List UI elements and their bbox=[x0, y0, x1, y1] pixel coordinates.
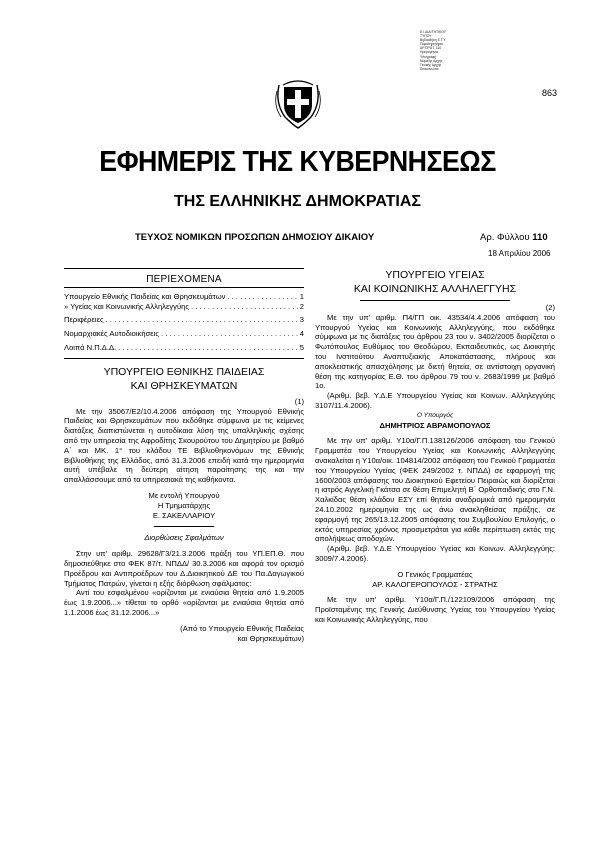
signature-block bbox=[64, 491, 304, 520]
signature-block bbox=[315, 570, 555, 590]
correction-paragraph: Αντί του εσφαλμένου «ορίζονται με ενιαύσια θητεία από 1.9.2005 έως 1.9.2006...» τίθεται το ορθό «ορίζονται με ενιαύσια θητεία από 1.1.2006 έως 31.12.2006...» bbox=[64, 588, 304, 617]
toc-heading: ΠΕΡΙΕΧΟΜΕΝΑ bbox=[146, 274, 222, 285]
correction-paragraph: Στην υπ' αριθμ. 29628/Γ3/21.3.2006 πράξη του ΥΠ.ΕΠ.Θ. που δημοσιεύθηκε στο ΦΕΚ 87/τ. ΝΠΔΔ/ 30.3.2006 και αφορά τον ορισμό Προέδρου και Αντιπροέδρων του Δ.Διοικητικού ΔΕ του Πα.Δαγωγικού Τμήματος Πατρών, γίνεται η εξής διόρθωση σφάλματος: bbox=[64, 549, 304, 588]
divider bbox=[64, 268, 304, 269]
toc-page: 5 bbox=[299, 342, 304, 352]
toc-item[interactable] bbox=[64, 329, 304, 339]
ministry-line: ΥΠΟΥΡΓΕΙΟ ΥΓΕΙΑΣ bbox=[385, 269, 485, 281]
signature-label: Ο Υπουργός bbox=[416, 411, 454, 419]
stamp-line: Βιβλιοθήκη Ε.Τ.Υ bbox=[420, 38, 446, 43]
signature-line: Με εντολή Υπουργού bbox=[148, 490, 220, 500]
source-line: (Από το Υπουργείο Εθνικής Παιδείας bbox=[180, 623, 304, 633]
greek-coat-of-arms-emblem bbox=[273, 71, 323, 131]
decision-paragraph: Με την υπ' αριθμ. Υ10α/Γ.Π./122109/2006 απόφαση της Προϊσταμένης της Γενικής Διεύθυνσης Υγείας του Υπουργείου Υγείας και Κοινωνικής Αλληλεγγύης, που bbox=[315, 595, 555, 624]
toc-item[interactable] bbox=[64, 315, 304, 325]
stamp-line: Ημερομηνία bbox=[420, 50, 438, 55]
toc-item[interactable] bbox=[64, 292, 304, 302]
decision-paragraph: Με την υπ' αριθμ. Π4/ΓΠ οικ. 43534/4.4.2006 απόφαση του Υπουργού Υγείας και Κοινωνικής Αλληλεγγύης, που εκδόθηκε σύμφωνα με τις διατάξεις του άρθρου 23 του ν. 3402/2005 διορίζεται ο Φωτόπουλος Ευθύμιος του Θεοδώρου, Εκπαιδευτικός, ως Διοικητής του Ινστιτούτου Αναπτυξιακής Αποκατάστασης, πλήρους και αποκλειστικής απασχόλησης με διετή θητεία, σε αντίστοιχη οργανική θέση της κατηγορίας Ε.Θ. του άρθρου 79 του ν. 2683/1999 με βαθμό 1ο. bbox=[315, 312, 555, 391]
ministry-line: ΚΑΙ ΘΡΗΣΚΕΥΜΑΤΩΝ bbox=[130, 379, 238, 392]
toc-page: 2 bbox=[299, 301, 304, 311]
stamp-line: Γενικής Αρχής bbox=[420, 62, 442, 67]
stamp-line: Ε.Ι.ΔΙΑΙΤΗΤΙΚΟΥ bbox=[420, 30, 446, 34]
issue-series: ΤΕΥΧΟΣ ΝΟΜΙΚΩΝ ΠΡΟΣΩΠΩΝ ΔΗΜΟΣΙΟΥ ΔΙΚΑΙΟΥ bbox=[135, 232, 375, 243]
library-stamp bbox=[420, 30, 482, 71]
signature-line: Η Τμηματάρχης bbox=[157, 500, 211, 510]
item-number: (2) bbox=[545, 303, 555, 312]
gazette-subtitle: ΤΗΣ ΕΛΛΗΝΙΚΗΣ ΔΗΜΟΚΡΑΤΙΑΣ bbox=[174, 193, 421, 210]
sheet-value: 110 bbox=[532, 232, 548, 243]
stamp-line: Παρατηρητήριο bbox=[420, 42, 444, 47]
toc-item[interactable] bbox=[64, 302, 304, 312]
stamp-line: Υπογραφή bbox=[420, 54, 437, 59]
toc-page: 3 bbox=[299, 315, 304, 325]
gazette-title: ΕΦΗΜΕΡΙΣ ΤΗΣ ΚΥΒΕΡΝΗΣΕΩΣ bbox=[99, 146, 496, 178]
verification-note: (Αριθμ. βεβ. Υ.Δ.Ε Υπουργείου Υγείας και Κοινων. Αλληλεγγύης 3107/11.4.2006). bbox=[315, 391, 555, 410]
right-column bbox=[315, 268, 555, 625]
sheet-number bbox=[480, 232, 548, 243]
divider bbox=[64, 287, 304, 288]
stamp-line: ΤΥΠΟΥ bbox=[420, 34, 432, 39]
toc-label: Νομαρχιακές Αυτοδιοικήσεις bbox=[64, 329, 159, 339]
verification-note: (Αριθμ. βεβ. Υ.Δ.Ε Υπουργείου Υγείας και Κοινων. Αλληλεγγύης: 3009/7.4.2006). bbox=[315, 544, 555, 563]
signature-name: ΔΗΜΗΤΡΙΟΣ ΑΒΡΑΜΟΠΟΥΛΟΣ bbox=[379, 420, 491, 430]
source-note bbox=[64, 624, 304, 644]
page-number: 863 bbox=[542, 88, 558, 98]
sheet-label: Αρ. Φύλλου bbox=[480, 232, 530, 243]
toc-item[interactable] bbox=[64, 343, 304, 353]
stamp-line: Επικοινωνία bbox=[420, 66, 439, 71]
decision-paragraph: Με την 35067/Ε2/10.4.2006 απόφαση της Υπουργού Εθνικής Παιδείας και Θρησκευμάτων που εκδόθηκε σύμφωνα με τις κείμενες διατάξεις διαπιστώνεται η αυτοδίκαια λύση της υπαλληλικής σχέσης από την υπηρεσία της Αφροδίτης Σκουρούτου του Δημητρίου με βαθμό Α΄ και ΜΚ. 1° του κλάδου ΤΕ Βιβλιοθηκονόμων της Εθνικής Βιβλιοθήκης της Ελλάδος, από 31.3.2006 επειδή κατά την ημερομηνία αυτή υπέβαλε τη δεύτερη αίτηση παραίτησης της και την απαλλάσσουμε από τα υπηρεσιακά της καθήκοντα. bbox=[64, 406, 304, 485]
ministry-heading bbox=[64, 365, 304, 393]
decision-paragraph: Με την υπ' αριθμ. Υ10α/Γ.Π.138126/2006 απόφαση του Γενικού Γραμματέα του Υπουργείου Υγείας και Κοινωνικής Αλληλεγγύης ανακαλείται η Υ10α/οικ. 104814/2002 απόφαση του Γενικού Γραμματέα του Υπουργείου Υγείας (ΦΕΚ 249/2002 τ. ΝΠΔΔ) σε εφαρμογή της 1600/2003 απόφασης του Διοικητικού Εφετείου Πειραιώς και διορίζεται η ιατρός Αγγελική Γκάτσα σε θέση Επιμελητή Β΄ Ορθοπαιδικής στο Γ.Ν. Χαλκίδας θέση κλάδου ΕΣΥ επί θητεία αναδρομικά από ημερομηνία 24.10.2002 ημερομηνία της ως άνω ανακληθείσας πράξης, σε εφαρμογή της 265/13.12.2005 απόφασης του Συμβουλίου Επιλογής, ο εκτός υπηρεσίας χρόνος προσμετράται για κάθε περίπτωση εκτός της απολήψεως αποδοχών. bbox=[315, 436, 555, 544]
toc-page: 1 bbox=[299, 291, 304, 301]
issue-date: 18 Απριλίου 2006 bbox=[488, 249, 551, 258]
toc-label: Περιφέρειες bbox=[64, 315, 104, 325]
toc-label: Υπουργείο Εθνικής Παιδείας και Θρησκευμάτων bbox=[64, 291, 226, 301]
toc-label: Λοιπά Ν.Π.Δ.Δ. bbox=[64, 342, 117, 352]
correction-heading: Διορθώσεις Σφαλμάτων bbox=[144, 533, 224, 543]
source-line: και Θρησκευμάτων) bbox=[237, 633, 304, 643]
ministry-line: ΚΑΙ ΚΟΙΝΩΝΙΚΗΣ ΑΛΛΗΛΕΓΓΥΗΣ bbox=[353, 283, 517, 295]
stamp-line: ΑΡ.ΠΡΩΤ. 110 bbox=[420, 46, 442, 51]
item-number: (1) bbox=[294, 396, 304, 406]
signature-name: ΑΡ. ΚΑΛΟΓΕΡΟΠΟΥΛΟΣ - ΣΤΡΑΤΗΣ bbox=[372, 579, 498, 589]
divider bbox=[64, 358, 304, 359]
toc-label: » Υγείας και Κοινωνικής Αλληλεγγύης bbox=[64, 301, 189, 311]
divider bbox=[360, 300, 510, 301]
signature-name: Ε. ΣΑΚΕΛΛΑΡΙΟΥ bbox=[152, 510, 216, 520]
left-column bbox=[64, 268, 304, 643]
signature-line: Ο Γενικός Γραμματέας bbox=[397, 569, 473, 579]
ministry-heading bbox=[315, 268, 555, 296]
toc-page: 4 bbox=[299, 329, 304, 339]
ministry-line: ΥΠΟΥΡΓΕΙΟ ΕΘΝΙΚΗΣ ΠΑΙΔΕΙΑΣ bbox=[103, 365, 265, 378]
stamp-line: Νομικής Αρχής bbox=[420, 58, 443, 63]
